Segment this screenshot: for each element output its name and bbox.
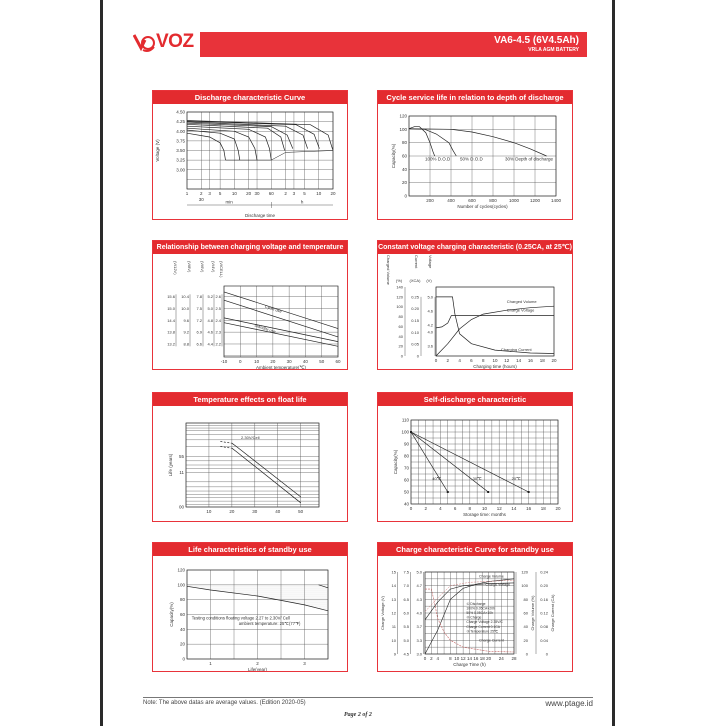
y-tick-label: 120: [177, 567, 185, 573]
series-label: Charged Volume: [506, 298, 537, 304]
y-tick-label: 0: [400, 353, 403, 359]
panel-title: Relationship between charging voltage and temperature: [153, 241, 347, 254]
x-tick-label: 16: [473, 656, 479, 661]
y-tick-label: 15.0: [167, 305, 175, 311]
series-label: 30℃: [472, 476, 482, 481]
legend-note: ① Discharge: [466, 601, 486, 606]
y-tick-label: 3.3: [416, 637, 422, 643]
series-label: Charge Voltage: [485, 582, 511, 587]
x-tick-label: 0: [434, 358, 438, 363]
y-tick-label: 14: [391, 583, 396, 589]
brand-name: VOZ: [156, 31, 194, 52]
x-tick-label: 20: [229, 509, 235, 514]
series-label: 50% D.O.D: [460, 156, 483, 162]
panel-standby-life: [152, 542, 348, 672]
panel-cv-charging: [377, 240, 573, 370]
y-axis-header: (V/4V): [211, 261, 216, 273]
page-edge-left: [100, 0, 103, 726]
panel-self-discharge: [377, 392, 573, 522]
end-marker: [447, 491, 449, 493]
float-life-line: [232, 448, 301, 503]
x-axis-label: Life(year): [247, 667, 268, 671]
y-axis-header: (V/8V): [187, 261, 192, 273]
x-tick-label: 50: [298, 509, 304, 514]
discharge-curve: [187, 128, 257, 160]
y-tick-label: 5.0: [207, 305, 213, 311]
y-tick-label: 9.2: [183, 329, 189, 335]
header-bar: [200, 32, 587, 57]
y-tick-label: 11: [179, 470, 184, 476]
x-tick-label: 16: [527, 358, 533, 363]
test-conditions-text: Testing conditions floating voltage 2.27 to 2.30V/ Cell: [191, 615, 290, 621]
y-tick-label: 80: [398, 314, 403, 320]
x-tick-label: 600: [468, 198, 476, 203]
x-tick-label: 1000: [508, 198, 520, 203]
y-tick-label: 6.5: [403, 596, 409, 602]
x-tick-label: 20: [486, 656, 492, 661]
discharge-curve: [187, 122, 308, 149]
y-tick-label: 9.6: [183, 317, 189, 323]
y-tick-label: 80: [403, 453, 409, 459]
legend-note: 100% 0.05CA×20h: [466, 606, 495, 611]
y-tick-label: 2.4: [215, 317, 221, 323]
float-life-dashed: [220, 442, 232, 444]
self-discharge-chart: [378, 407, 572, 521]
panel-title: Cycle service life in relation to depth of discharge: [378, 91, 572, 104]
y-tick-label: 60: [398, 323, 403, 329]
x-tick-label: 10: [231, 191, 237, 196]
y-tick-label: 3.6: [427, 343, 433, 349]
y-tick-label: 0.04: [540, 637, 548, 643]
x-axis-label: Charging time (hours): [473, 364, 517, 369]
x-tick-label: 5: [303, 191, 306, 196]
x-tick-label: 20: [330, 191, 336, 196]
y-tick-label: 3.7: [416, 624, 422, 630]
series-label: 30% Depth of discharge: [505, 156, 554, 162]
x-tick-label: 20: [555, 506, 561, 511]
y-tick-label: 0: [416, 353, 419, 359]
y-tick-label: 15: [391, 569, 396, 575]
y-tick-label: 50: [403, 489, 409, 495]
unit-hour-label: h: [300, 199, 304, 205]
x-tick-label: 18: [479, 656, 485, 661]
x-axis-label: Charge Time (h): [453, 662, 486, 667]
y-tick-label: 0: [182, 656, 185, 662]
cycle-life-chart: [378, 105, 572, 219]
x-tick-label: 10: [481, 506, 488, 511]
charging-curve: [436, 306, 554, 356]
x-tick-label: 16: [526, 506, 532, 511]
y-axis-header: (V/CELL): [219, 261, 224, 278]
x-tick-label: 4: [439, 506, 442, 511]
y-tick-label: 120: [521, 569, 528, 575]
y-tick-label: 60: [401, 153, 407, 159]
y-tick-label: 6.9: [196, 329, 202, 335]
x-tick-label: 2: [256, 661, 259, 666]
y-axis-label: Voltage (V): [155, 139, 160, 162]
footer-divider: [143, 697, 593, 698]
panel-title: Temperature effects on float life: [153, 393, 347, 406]
y-tick-label: 0: [545, 651, 548, 657]
y-tick-label: 0: [525, 651, 528, 657]
y-tick-label: 4.2: [427, 322, 433, 328]
y-tick-label: 120: [399, 113, 407, 119]
y-tick-label: 0.20: [540, 583, 548, 589]
y-tick-label: 100: [399, 126, 407, 132]
x-sub-label: 30: [198, 197, 204, 202]
x-tick-label: 50: [319, 359, 325, 364]
y-tick-label: 4.4: [207, 341, 213, 347]
model-title: VA6-4.5 (6V4.5Ah): [494, 35, 579, 46]
cutoff-voltage-line: [226, 151, 334, 161]
y-axis-header: Charge Volume (%): [530, 595, 535, 631]
x-tick-label: 3: [303, 661, 306, 666]
voltage-annotation: 2.30V/Cell: [241, 434, 260, 440]
x-tick-label: 1: [185, 191, 189, 196]
y-tick-label: 3.0: [416, 651, 422, 657]
y-tick-label: 40: [523, 624, 528, 630]
x-tick-label: 60: [268, 191, 274, 196]
x-tick-label: 30: [252, 509, 258, 514]
y-tick-label: 20: [523, 637, 528, 643]
x-tick-label: 12: [496, 506, 502, 511]
x-tick-label: 400: [447, 198, 455, 203]
y-axis-label: Capacity(%): [393, 449, 398, 475]
x-tick-label: 14: [516, 358, 522, 363]
x-tick-label: 10: [316, 191, 322, 196]
y-tick-label: 40: [403, 501, 409, 507]
y-tick-label: 5.2: [207, 294, 213, 300]
x-tick-label: 0: [409, 506, 413, 511]
y-tick-label: 11: [391, 624, 396, 630]
x-tick-label: 2: [200, 191, 203, 196]
x-tick-label: 30: [254, 191, 260, 196]
x-tick-label: 6: [470, 358, 473, 363]
x-tick-label: 60: [335, 359, 341, 364]
y-tick-label: 0.24: [540, 569, 548, 575]
panel-voltage-temperature: [152, 240, 348, 370]
y-tick-label: 60: [523, 610, 528, 616]
y-tick-label: 5.5: [403, 624, 409, 630]
y-tick-label: 100: [177, 582, 185, 588]
y-tick-label: 0.05: [411, 341, 419, 347]
y-axis-header: Charge Current (CA): [550, 594, 555, 632]
band-upper-line: [224, 318, 338, 342]
x-tick-label: 8: [468, 506, 472, 511]
page-edge-right: [612, 0, 615, 726]
y-tick-label: 0.10: [411, 329, 419, 335]
y-tick-label: 3.50: [176, 148, 185, 153]
x-axis-label: Storage time: months: [463, 512, 506, 517]
y-tick-label: 4.3: [416, 596, 422, 602]
band-lower-line: [224, 323, 338, 347]
x-tick-label: 2: [284, 191, 287, 196]
discharge-chart: [153, 105, 347, 219]
y-tick-label: 4.5: [403, 651, 409, 657]
float-life-dashed: [220, 447, 232, 449]
series-label: Charging Current: [500, 347, 532, 353]
y-tick-label: 0.20: [411, 306, 419, 312]
x-tick-label: 4: [458, 358, 461, 363]
x-tick-label: 200: [426, 198, 434, 203]
y-axis-header: Charged Volume: [386, 255, 391, 285]
x-tick-label: 2: [430, 656, 433, 661]
y-tick-label: 4.8: [207, 317, 213, 323]
x-tick-label: 24: [498, 656, 504, 661]
x-tick-label: 18: [539, 358, 545, 363]
y-tick-label: 90: [403, 441, 409, 447]
x-axis-label: Ambient temperature(℃): [255, 365, 307, 369]
x-tick-label: 10: [254, 359, 260, 364]
y-tick-label: 20: [401, 180, 407, 186]
x-tick-label: -10: [220, 359, 228, 364]
y-tick-label: 80: [179, 597, 185, 603]
y-tick-label: 4.0: [427, 329, 433, 335]
y-tick-label: 4.7: [416, 583, 422, 589]
x-tick-label: 6: [453, 506, 457, 511]
test-temperature-text: ambient temperature: 25℃(77℉): [238, 620, 301, 626]
y-tick-label: 9: [393, 651, 396, 657]
panel-title: Charge characteristic Curve for standby use: [378, 543, 572, 556]
y-tick-label: 0.15: [411, 318, 419, 324]
x-tick-label: 0: [239, 359, 242, 364]
page-number: Page 2 of 2: [344, 712, 372, 718]
x-tick-label: 8: [449, 656, 452, 661]
series-label: 100% D.O.D: [425, 156, 451, 162]
y-tick-label: 15.6: [167, 294, 175, 300]
logo-swoosh-icon: [133, 31, 155, 53]
y-axis-header: (V/12V): [173, 261, 178, 275]
x-axis-label: Discharge time: [244, 213, 276, 218]
y-tick-label: 12: [391, 610, 396, 616]
x-tick-label: 5: [218, 191, 222, 196]
y-axis-header: Charge Voltage (V): [380, 595, 385, 631]
x-tick-label: 1400: [550, 198, 562, 203]
y-tick-label: 6.0: [403, 610, 409, 616]
x-tick-label: 8: [481, 358, 485, 363]
panel-float-life: [152, 392, 348, 522]
start-marker: [410, 431, 412, 433]
y-tick-label: 40: [398, 333, 403, 339]
discharge-curve: [187, 124, 285, 150]
y-tick-label: 4.00: [176, 128, 185, 134]
y-tick-label: 4.0: [416, 610, 422, 616]
panel-cycle-life: [377, 90, 573, 220]
x-tick-label: 12: [504, 358, 510, 363]
y-tick-label: 140: [396, 284, 403, 290]
y-tick-label: 0: [404, 193, 407, 199]
y-tick-label: 0.25: [411, 294, 419, 300]
y-tick-label: 8.8: [183, 341, 189, 347]
y-tick-label: 80: [401, 140, 407, 146]
y-tick-label: 3.75: [176, 138, 185, 144]
x-tick-label: 20: [270, 359, 276, 364]
y-tick-label: 100: [401, 429, 409, 435]
y-axis-unit: (%): [395, 278, 403, 283]
y-tick-label: 0.08: [540, 624, 548, 630]
standby-life-chart: [153, 557, 347, 671]
x-tick-label: 0: [423, 656, 427, 661]
band-lower-line: [224, 300, 338, 337]
float-life-line: [232, 443, 301, 497]
x-tick-label: 1200: [529, 198, 541, 203]
y-tick-label: 7.8: [196, 294, 202, 300]
y-tick-label: 7.5: [196, 305, 202, 311]
voltage-temperature-chart: [153, 255, 347, 369]
charging-curve: [436, 297, 554, 354]
y-axis-unit: (XCA): [409, 278, 421, 283]
charging-curve: [436, 316, 554, 328]
x-tick-label: 20: [246, 191, 252, 196]
footer-note: Note: The above datas are average values. (Edition 2020-05): [143, 700, 306, 706]
plot-frame: [436, 287, 554, 356]
y-tick-label: 4.6: [427, 308, 433, 314]
series-label: Charge Current: [479, 638, 504, 643]
x-axis-label: Number of cycles(cycles): [457, 204, 508, 209]
y-tick-label: 00: [178, 504, 184, 510]
y-axis-unit: (V): [426, 278, 432, 283]
brand-logo: [133, 30, 194, 54]
y-tick-label: 120: [396, 294, 403, 300]
series-label: 40℃: [432, 476, 442, 481]
y-tick-label: 55: [178, 454, 184, 460]
panel-discharge-curve: [152, 90, 348, 220]
y-tick-label: 100: [396, 304, 403, 310]
legend-note: Charge Voltage 2.35V/C: [466, 620, 503, 625]
y-axis-header: Voltage: [428, 255, 433, 269]
y-tick-label: 10: [391, 637, 396, 643]
y-tick-label: 7.0: [403, 583, 409, 589]
y-tick-label: 13.8: [167, 329, 175, 335]
float-life-chart: [153, 407, 347, 521]
y-tick-label: 5.0: [403, 637, 409, 643]
y-tick-label: 70: [403, 465, 409, 471]
end-marker: [487, 491, 489, 493]
x-tick-label: 30: [286, 359, 292, 364]
y-tick-label: 0.16: [540, 596, 548, 602]
y-tick-label: 60: [179, 612, 185, 617]
x-tick-label: 2: [446, 358, 450, 363]
panel-title: Constant voltage charging characteristic (0.25CA, at 25℃): [378, 241, 572, 254]
x-tick-label: 10: [454, 656, 460, 661]
y-tick-label: 10.0: [181, 305, 189, 311]
band-label: Cycle use: [264, 303, 283, 314]
y-tick-label: 2.3: [215, 329, 221, 335]
y-tick-label: 20: [179, 641, 185, 647]
legend-note: ③ Temperature 25℃: [466, 629, 498, 634]
y-tick-label: 4.6: [207, 329, 213, 335]
y-tick-label: 110: [401, 417, 409, 423]
y-tick-label: 2.5: [215, 305, 221, 311]
y-tick-label: 3.25: [176, 157, 185, 163]
y-tick-label: 7.2: [196, 317, 202, 323]
x-tick-label: 40: [275, 509, 281, 514]
x-tick-label: 800: [489, 198, 497, 203]
y-tick-label: 3.00: [176, 167, 185, 173]
y-axis-label: Capacity(%): [169, 602, 174, 627]
y-tick-label: 60: [403, 477, 409, 483]
standby-charge-chart: [378, 557, 572, 671]
y-tick-label: 4.25: [176, 119, 185, 125]
y-tick-label: 13: [391, 596, 396, 602]
x-tick-label: 40: [302, 359, 308, 364]
y-axis-label: Capacity(%): [391, 143, 396, 169]
y-axis-header: Current: [414, 255, 419, 269]
legend-note: Charge Current 0.1CA: [466, 624, 501, 629]
x-tick-label: 4: [436, 656, 439, 661]
y-tick-label: 6.6: [196, 341, 202, 347]
band-label: Standby use: [253, 322, 277, 335]
panel-standby-charge: [377, 542, 573, 672]
footer-website: www.ptage.id: [545, 699, 593, 708]
y-tick-label: 40: [179, 626, 185, 632]
y-tick-label: 80: [523, 596, 528, 602]
cycle-life-curve: [409, 129, 456, 156]
y-tick-label: 40: [401, 166, 407, 172]
series-label: 20℃: [511, 476, 521, 481]
x-tick-label: 10: [492, 358, 498, 363]
x-tick-label: 3: [208, 191, 211, 196]
x-tick-label: 12: [460, 656, 466, 661]
y-tick-label: 2.2: [215, 341, 221, 347]
y-tick-label: 5.0: [427, 294, 433, 300]
x-tick-label: 28: [511, 656, 517, 661]
y-axis-header: (V/6V): [200, 261, 205, 273]
discharge-curve: [187, 133, 226, 160]
series-label: Charge Voltage: [506, 307, 535, 313]
y-tick-label: 10.4: [181, 294, 189, 300]
y-tick-label: 5.0: [416, 569, 422, 575]
y-tick-label: 14.4: [167, 317, 175, 323]
y-tick-label: 20: [398, 343, 403, 349]
y-tick-label: 13.2: [167, 341, 175, 347]
model-subtitle: VRLA AGM BATTERY: [528, 47, 579, 53]
x-tick-label: 14: [466, 656, 473, 661]
y-axis-label: Life (years): [168, 453, 173, 477]
legend-note: 50% 0.05CA×10h: [466, 611, 494, 615]
cv-charging-chart: [378, 255, 572, 369]
x-tick-label: 3: [292, 191, 296, 196]
x-tick-label: 20: [551, 358, 557, 363]
unit-min-label: min: [225, 199, 233, 205]
y-tick-label: 2.6: [215, 294, 221, 300]
x-tick-label: 14: [511, 506, 517, 511]
panel-title: Discharge characteristic Curve: [153, 91, 347, 104]
y-tick-label: 100: [521, 583, 528, 589]
end-marker: [528, 491, 530, 493]
x-tick-label: 18: [540, 506, 546, 511]
panel-title: Self-discharge characteristic: [378, 393, 572, 406]
panel-title: Life characteristics of standby use: [153, 543, 347, 556]
cycle-life-curve: [409, 127, 435, 156]
y-tick-label: 0.12: [540, 610, 548, 616]
x-tick-label: 2: [424, 506, 427, 511]
x-tick-label: 10: [206, 509, 212, 514]
y-tick-label: 7.5: [403, 569, 409, 575]
y-tick-label: 4.50: [176, 109, 185, 115]
legend-note: ② Charge: [466, 615, 482, 620]
x-tick-label: 1: [209, 661, 212, 666]
series-label: Charge Volume: [479, 574, 504, 579]
